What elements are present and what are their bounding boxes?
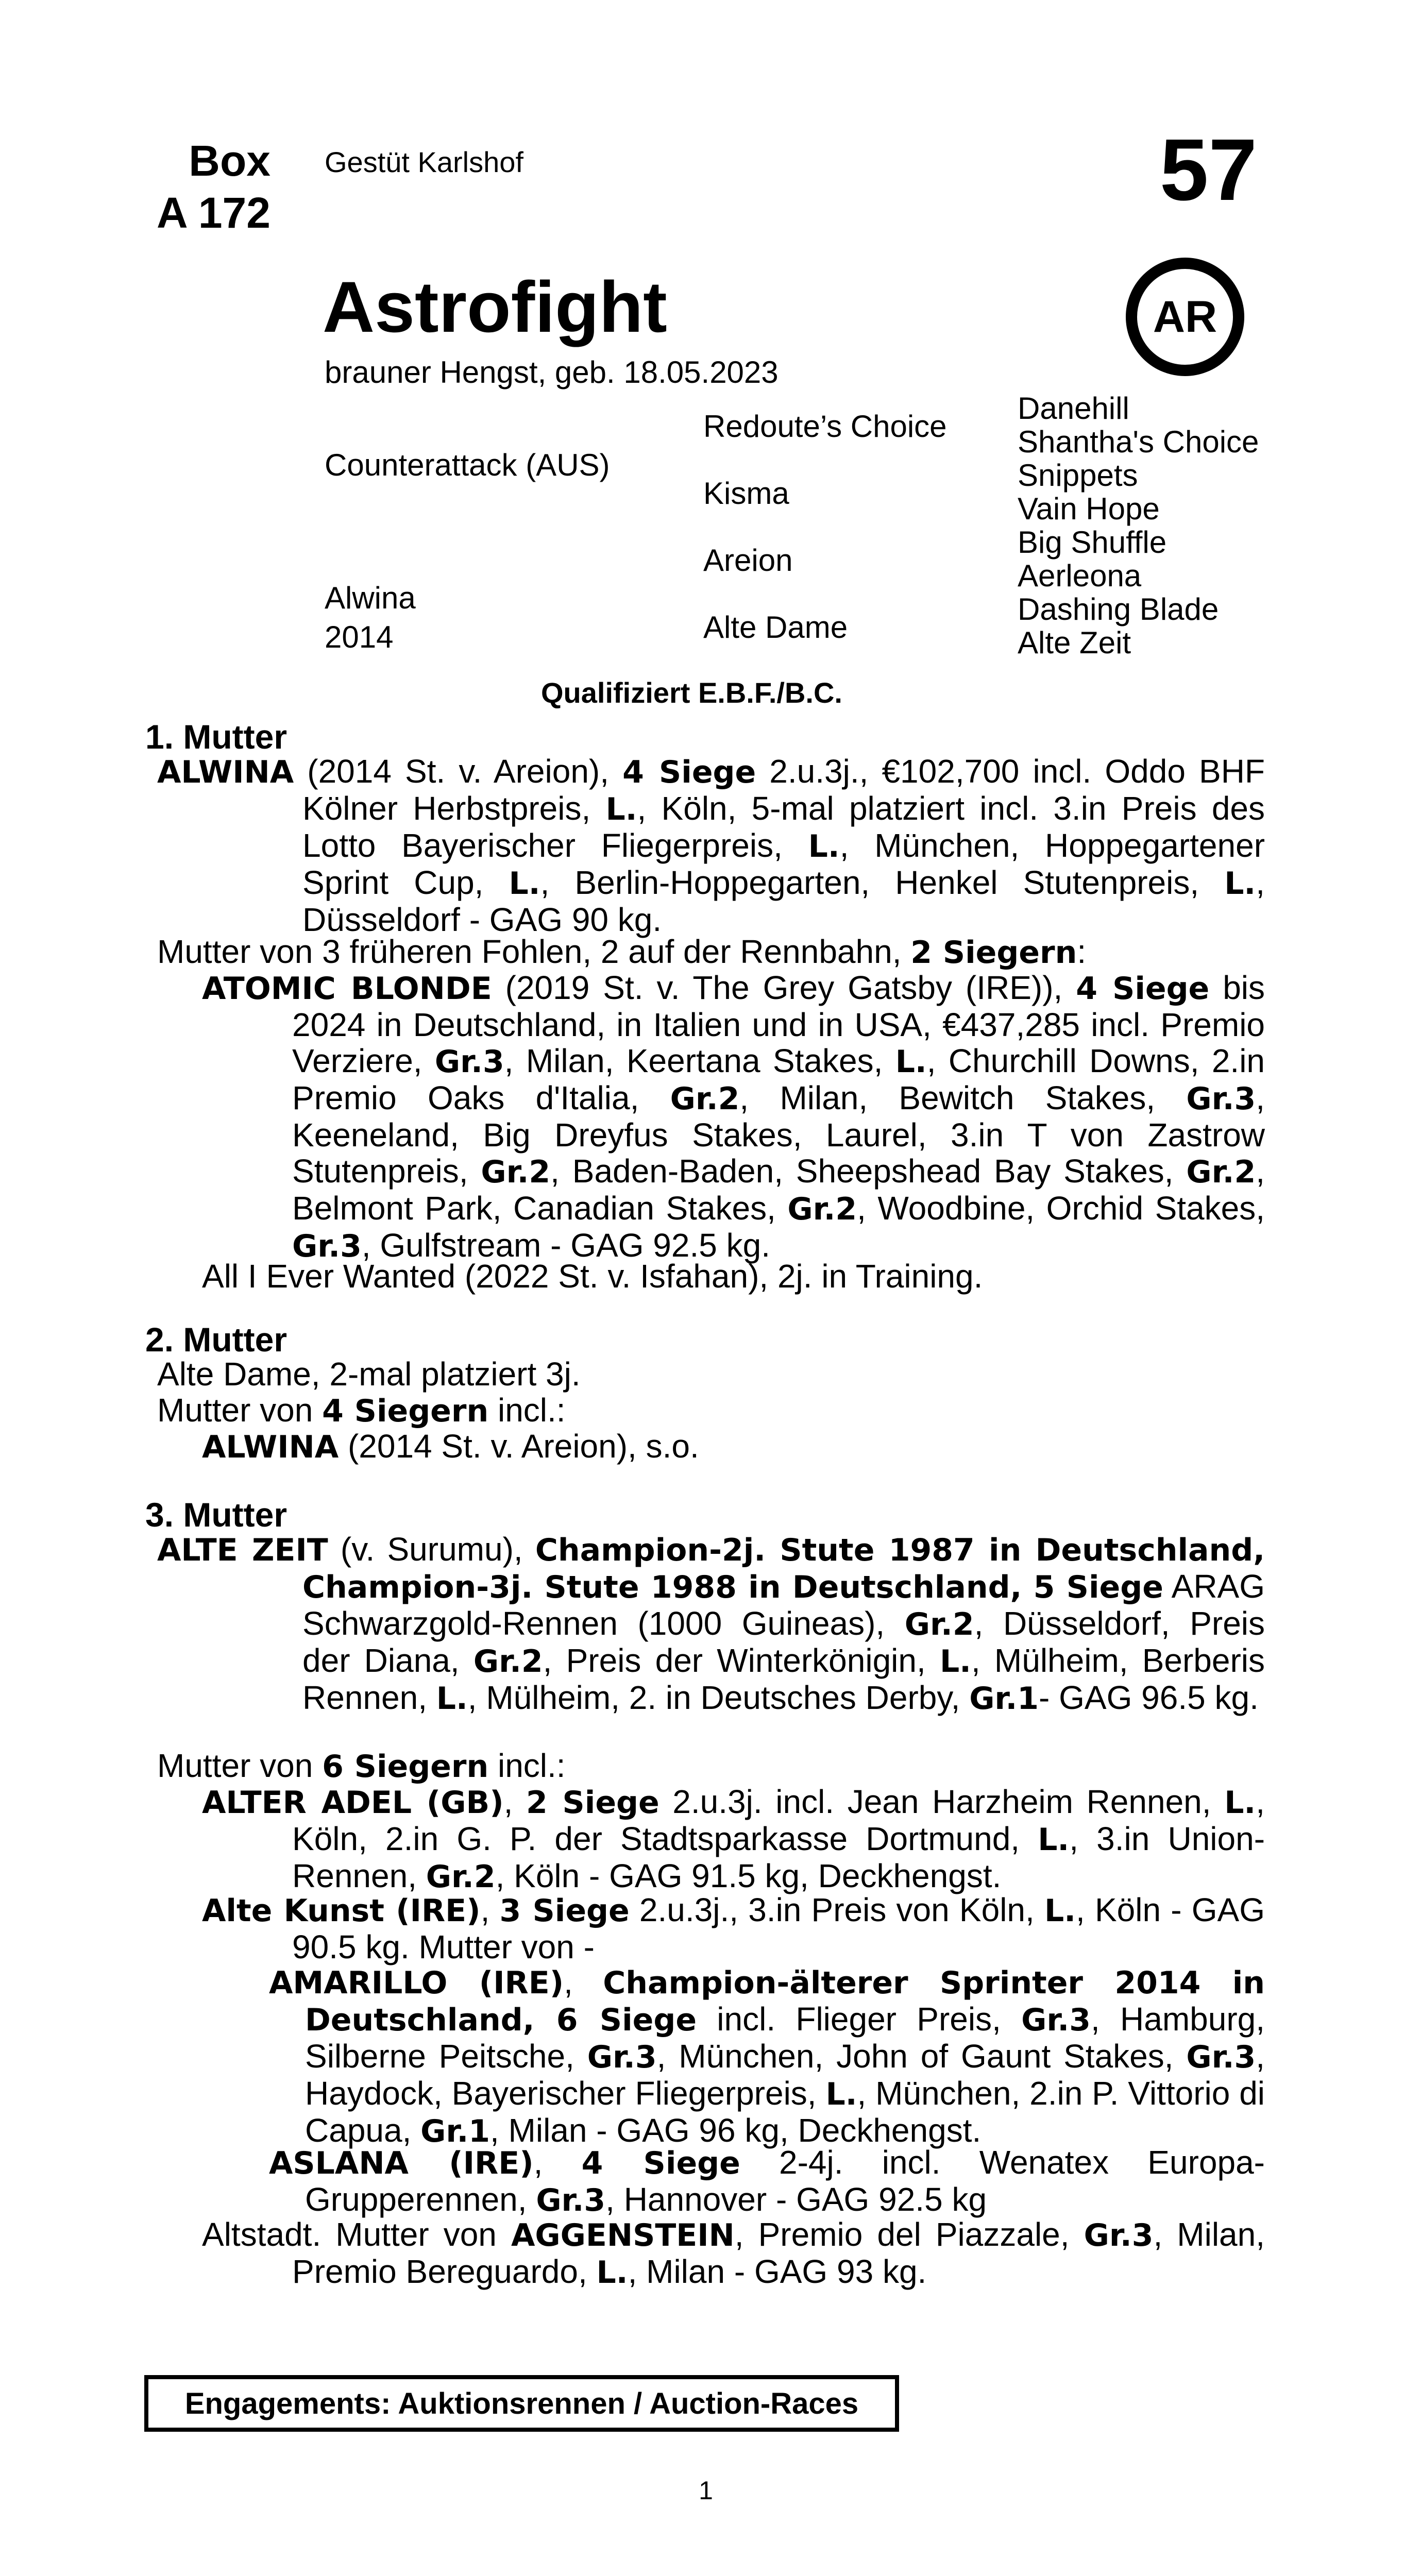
- qualification: Qualifiziert E.B.F./B.C.: [541, 676, 842, 709]
- dam1-produce-summary: Mutter von 3 früheren Fohlen, 2 auf der Rennbahn, 2 Siegern:: [157, 933, 1087, 971]
- section-title-dam2: 2. Mutter: [145, 1320, 287, 1359]
- dam2-produce-alwina: ALWINA (2014 St. v. Areion), s.o.: [202, 1428, 699, 1465]
- section-title-dam3: 3. Mutter: [145, 1496, 287, 1534]
- horse-description: brauner Hengst, geb. 18.05.2023: [325, 355, 779, 389]
- breeder: Gestüt Karlshof: [325, 146, 523, 178]
- pedigree-gen2-1: Redoute’s Choice: [703, 409, 947, 444]
- produce-atomic-blonde: ATOMIC BLONDE (2019 St. v. The Grey Gatsby (IRE)), 4 Siege bis 2024 in Deutschland, in Italien und in USA, €437,285 incl. Premio Verziere, Gr.3, Milan, Keertana Stakes, L., Churchill Downs, 2.in Premio Oaks d'Italia, Gr.2, Milan, Bewitch Stakes, Gr.3, Keeneland, Big Dreyfus Stakes, Laurel, 3.in T von Zastrow Stutenpreis, Gr.2, Baden-Baden, Sheepshead Bay Stakes, Gr.2, Belmont Park, Canadian Stakes, Gr.2, Woodbine, Orchid Stakes, Gr.3, Gulfstream - GAG 92.5 kg.: [202, 969, 1265, 1264]
- produce-aslana: ASLANA (IRE), 4 Siege 2-4j. incl. Wenatex Europa-Grupperennen, Gr.3, Hannover - GAG 92.5 kg: [269, 2144, 1265, 2218]
- box-label: [100, 135, 270, 239]
- pedigree-gen3-8: Alte Zeit: [1018, 625, 1131, 660]
- engagements-text: Engagements: Auktionsrennen / Auction-Races: [184, 2386, 859, 2420]
- pedigree-gen3-5: Big Shuffle: [1018, 525, 1167, 560]
- dam2-record: Alte Dame, 2-mal platziert 3j.: [157, 1355, 581, 1393]
- produce-alter-adel: ALTER ADEL (GB), 2 Siege 2.u.3j. incl. Jean Harzheim Rennen, L., Köln, 2.in G. P. der Stadtsparkasse Dortmund, L., 3.in Union-Rennen, Gr.2, Köln - GAG 91.5 kg, Deckhengst.: [202, 1783, 1265, 1895]
- lot-number: 57: [1159, 121, 1257, 219]
- dam2-produce-summary: Mutter von 4 Siegern incl.:: [157, 1392, 566, 1429]
- section-title-dam1: 1. Mutter: [145, 718, 287, 756]
- dam3-produce-summary: Mutter von 6 Siegern incl.:: [157, 1747, 566, 1785]
- pedigree-gen3-3: Snippets: [1018, 458, 1138, 493]
- pedigree-sire: Counterattack (AUS): [325, 448, 610, 482]
- box-label-line1: Box: [189, 137, 270, 185]
- pedigree-gen2-2: Kisma: [703, 476, 789, 511]
- pedigree-dam: Alwina: [325, 581, 416, 615]
- produce-amarillo: AMARILLO (IRE), Champion-älterer Sprinter 2014 in Deutschland, 6 Siege incl. Flieger Preis, Gr.3, Hamburg, Silberne Peitsche, Gr.3, München, John of Gaunt Stakes, Gr.3, Haydock, Bayerischer Fliegerpreis, L., München, 2.in P. Vittorio di Capua, Gr.1, Milan - GAG 96 kg, Deckhengst.: [269, 1963, 1265, 2149]
- produce-altstadt: Altstadt. Mutter von AGGENSTEIN, Premio del Piazzale, Gr.3, Milan, Premio Bereguardo, L., Milan - GAG 93 kg.: [202, 2216, 1265, 2291]
- produce-alte-kunst: Alte Kunst (IRE), 3 Siege 2.u.3j., 3.in Preis von Köln, L., Köln - GAG 90.5 kg. Mutter von -: [202, 1891, 1265, 1965]
- pedigree-gen3-2: Shantha's Choice: [1018, 425, 1259, 459]
- produce-all-i-ever-wanted: All I Ever Wanted (2022 St. v. Isfahan), 2j. in Training.: [202, 1258, 983, 1295]
- page-number: 1: [699, 2476, 713, 2505]
- ar-badge-text: AR: [1153, 292, 1217, 342]
- dam3-record: ALTE ZEIT (v. Surumu), Champion-2j. Stute 1987 in Deutschland, Champion-3j. Stute 1988 in Deutschland, 5 Siege ARAG Schwarzgold-Rennen (1000 Guineas), Gr.2, Düsseldorf, Preis der Diana, Gr.2, Preis der Winterkönigin, L., Mülheim, Berberis Rennen, L., Mülheim, 2. in Deutsches Derby, Gr.1- GAG 96.5 kg.: [157, 1531, 1265, 1717]
- box-label-line2: A 172: [156, 188, 270, 237]
- pedigree-gen3-7: Dashing Blade: [1018, 592, 1219, 626]
- pedigree-gen3-1: Danehill: [1018, 391, 1129, 426]
- pedigree-gen3-4: Vain Hope: [1018, 492, 1160, 526]
- dam1-record: ALWINA (2014 St. v. Areion), 4 Siege 2.u.3j., €102,700 incl. Oddo BHF Kölner Herbstpreis, L., Köln, 5-mal platziert incl. 3.in Preis des Lotto Bayerischer Fliegerpreis, L., München, Hoppegartener Sprint Cup, L., Berlin-Hoppegarten, Henkel Stutenpreis, L., Düsseldorf - GAG 90 kg.: [157, 753, 1265, 938]
- ar-badge: [1126, 258, 1244, 376]
- horse-name: Astrofight: [323, 266, 667, 347]
- pedigree-gen3-6: Aerleona: [1018, 558, 1142, 593]
- pedigree-dam-year: 2014: [325, 620, 394, 654]
- pedigree-gen2-3: Areion: [703, 543, 793, 578]
- pedigree-gen2-4: Alte Dame: [703, 610, 848, 645]
- engagements-box: [144, 2375, 899, 2432]
